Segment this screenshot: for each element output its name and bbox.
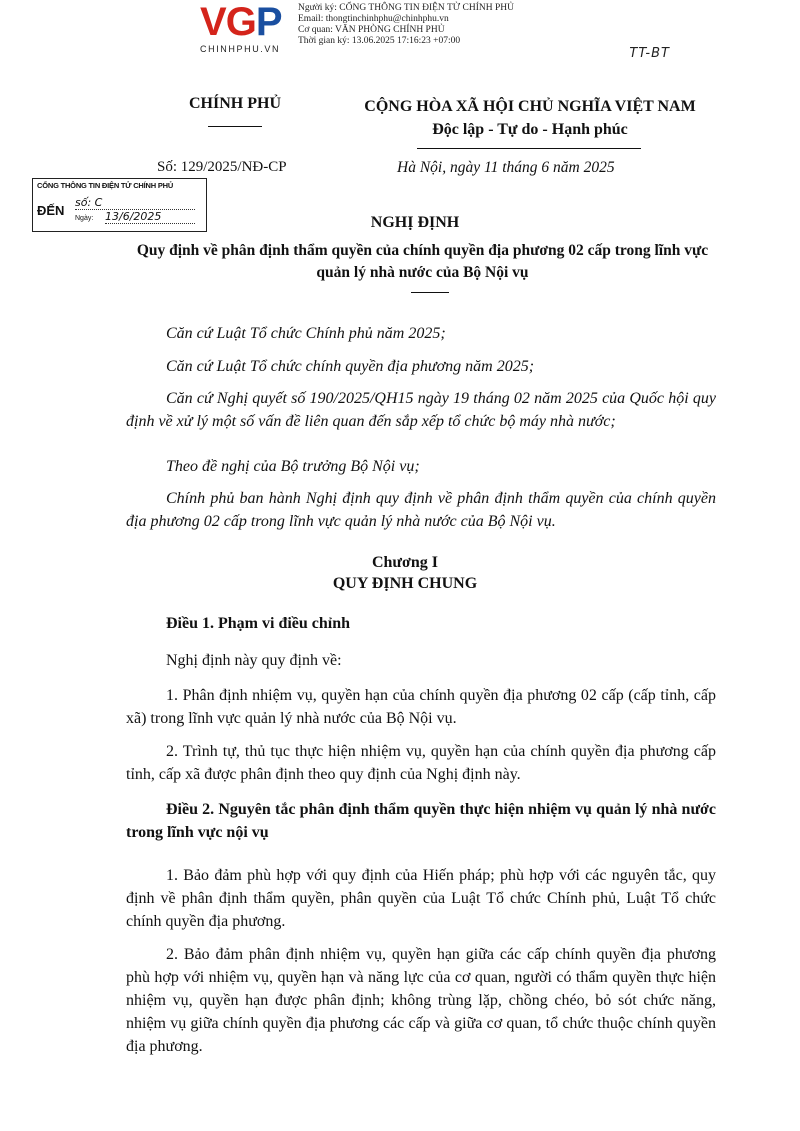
decree-subtitle: Quy định về phân định thẩm quyền của chính quyền địa phương 02 cấp trong lĩnh vực quản lý nhà nước của Bộ Nội vụ <box>136 242 709 281</box>
signer-agency: Cơ quan: VĂN PHÒNG CHÍNH PHỦ <box>298 25 445 35</box>
logo-letter-p: P <box>255 0 282 44</box>
preamble-line: Căn cứ Luật Tổ chức Chính phủ năm 2025; <box>166 325 446 342</box>
chapter-number: Chương I <box>371 554 439 571</box>
preamble-line: Căn cứ Nghị quyết số 190/2025/QH15 ngày 19 tháng 02 năm 2025 của Quốc hội quy định về xử lý một số vấn đề liên quan đến sắp xếp tổ chức bộ máy nhà nước; <box>126 390 716 430</box>
vgp-logo <box>200 2 296 58</box>
signing-time: Thời gian ký: 13.06.2025 17:16:23 +07:00 <box>298 36 461 46</box>
stamp-number: số: C <box>75 196 195 210</box>
handwritten-code: TT-BT <box>629 46 670 61</box>
stamp-date-label: Ngày: <box>75 215 94 222</box>
issuer-name: CHÍNH PHỦ <box>189 95 281 112</box>
chapter-name: QUY ĐỊNH CHUNG <box>332 575 478 592</box>
nation-name: CỘNG HÒA XÃ HỘI CHỦ NGHĨA VIỆT NAM <box>364 98 696 115</box>
title-underline <box>411 292 449 293</box>
article-2-heading: Điều 2. Nguyên tắc phân định thẩm quyền thực hiện nhiệm vụ quản lý nhà nước trong lĩnh vực nội vụ <box>126 801 716 841</box>
article-1-item: 1. Phân định nhiệm vụ, quyền hạn của chính quyền địa phương 02 cấp (cấp tỉnh, cấp xã) trong lĩnh vực quản lý nhà nước của Bộ Nội vụ. <box>126 687 716 727</box>
stamp-title: CỔNG THÔNG TIN ĐIỆN TỬ CHÍNH PHỦ <box>37 181 174 190</box>
motto-underline <box>417 148 641 149</box>
preamble-line: Chính phủ ban hành Nghị định quy định về phân định thẩm quyền của chính quyền địa phương 02 cấp trong lĩnh vực quản lý nhà nước của Bộ Nội vụ. <box>126 490 716 530</box>
signer-name: Người ký: CỔNG THÔNG TIN ĐIỆN TỬ CHÍNH PHỦ <box>298 3 514 13</box>
vgp-logo-letters <box>200 2 296 42</box>
preamble-line: Căn cứ Luật Tổ chức chính quyền địa phương năm 2025; <box>166 358 535 375</box>
article-2-item: 1. Bảo đảm phù hợp với quy định của Hiến pháp; phù hợp với các nguyên tắc, quy định về phân định thẩm quyền, phân quyền của Luật Tổ chức Chính phủ, Luật Tổ chức chính quyền địa phương. <box>126 867 716 930</box>
document-date: Hà Nội, ngày 11 tháng 6 năm 2025 <box>397 159 615 176</box>
stamp-den-label: ĐẾN <box>37 203 65 218</box>
signer-email: Email: thongtinchinhphu@chinhphu.vn <box>298 14 449 24</box>
national-motto: Độc lập - Tự do - Hạnh phúc <box>432 121 628 138</box>
logo-letter-g: G <box>225 0 256 44</box>
preamble-line: Theo đề nghị của Bộ trưởng Bộ Nội vụ; <box>166 458 420 475</box>
article-1-intro: Nghị định này quy định về: <box>166 652 342 669</box>
digital-signature-block <box>298 3 514 47</box>
article-2-item: 2. Bảo đảm phân định nhiệm vụ, quyền hạn giữa các cấp chính quyền địa phương phù hợp với nhiệm vụ, quyền hạn và năng lực của cơ quan, người có thẩm quyền thực hiện nhiệm vụ, quyền hạn được phân định; không trùng lặp, chồng chéo, bỏ sót chức năng, nhiệm vụ giữa chính quyền địa phương các cấp và giữa cơ quan, tổ chức thuộc chính quyền địa phương. <box>126 946 716 1055</box>
logo-subtitle: CHINHPHU.VN <box>200 44 281 54</box>
logo-letter-v: V <box>200 0 226 44</box>
article-1-item: 2. Trình tự, thủ tục thực hiện nhiệm vụ, quyền hạn của chính quyền địa phương cấp tỉnh, cấp xã được phân định theo quy định của Nghị định này. <box>126 743 716 783</box>
document-number: Số: 129/2025/NĐ-CP <box>157 159 287 175</box>
decree-title: NGHỊ ĐỊNH <box>370 214 460 231</box>
stamp-date: 13/6/2025 <box>105 210 195 224</box>
issuer-underline <box>208 126 262 127</box>
article-1-heading: Điều 1. Phạm vi điều chỉnh <box>166 615 351 632</box>
